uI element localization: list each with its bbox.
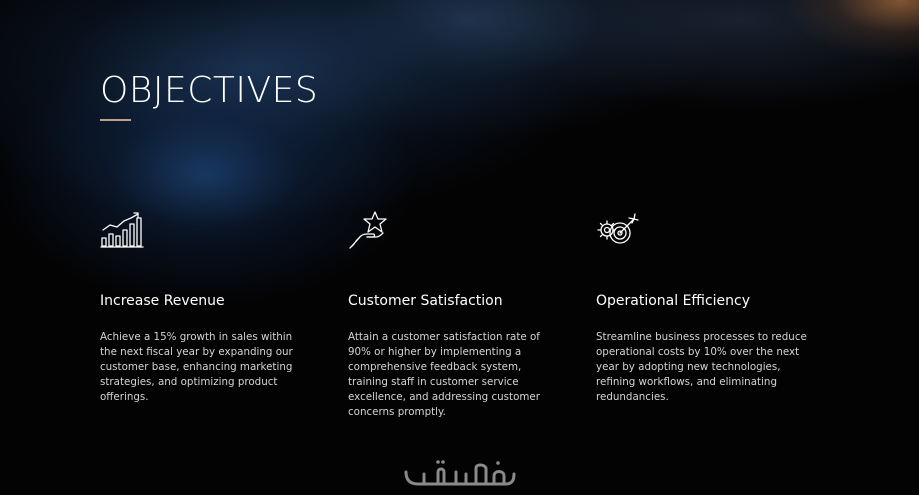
objective-card-revenue: [100, 210, 315, 403]
hand-star-icon: [348, 210, 394, 250]
objective-title: Customer Satisfaction: [348, 293, 503, 309]
growth-chart-icon: [100, 210, 146, 250]
objective-description: Attain a customer satisfaction rate of 90% or higher by implementing a comprehensive feedback system, training staff in customer service excellence, and addressing customer concerns promptly.: [348, 331, 540, 418]
title-underline: [100, 119, 131, 121]
objective-title: Operational Efficiency: [596, 293, 751, 309]
objective-description: Achieve a 15% growth in sales within the next fiscal year by expanding our customer base, enhancing marketing strategies, and optimizing product offerings.: [100, 331, 293, 403]
gear-target-icon: [596, 210, 642, 250]
objective-description: Streamline business processes to reduce operational costs by 10% over the next year by adopting new technologies, refining workflows, and eliminating redundancies.: [596, 331, 807, 403]
objective-title: Increase Revenue: [100, 293, 225, 309]
objective-card-efficiency: [596, 210, 811, 403]
page-title: OBJECTIVES: [100, 70, 319, 111]
khamsat-watermark-logo: [402, 458, 518, 490]
objective-card-satisfaction: [348, 210, 563, 418]
